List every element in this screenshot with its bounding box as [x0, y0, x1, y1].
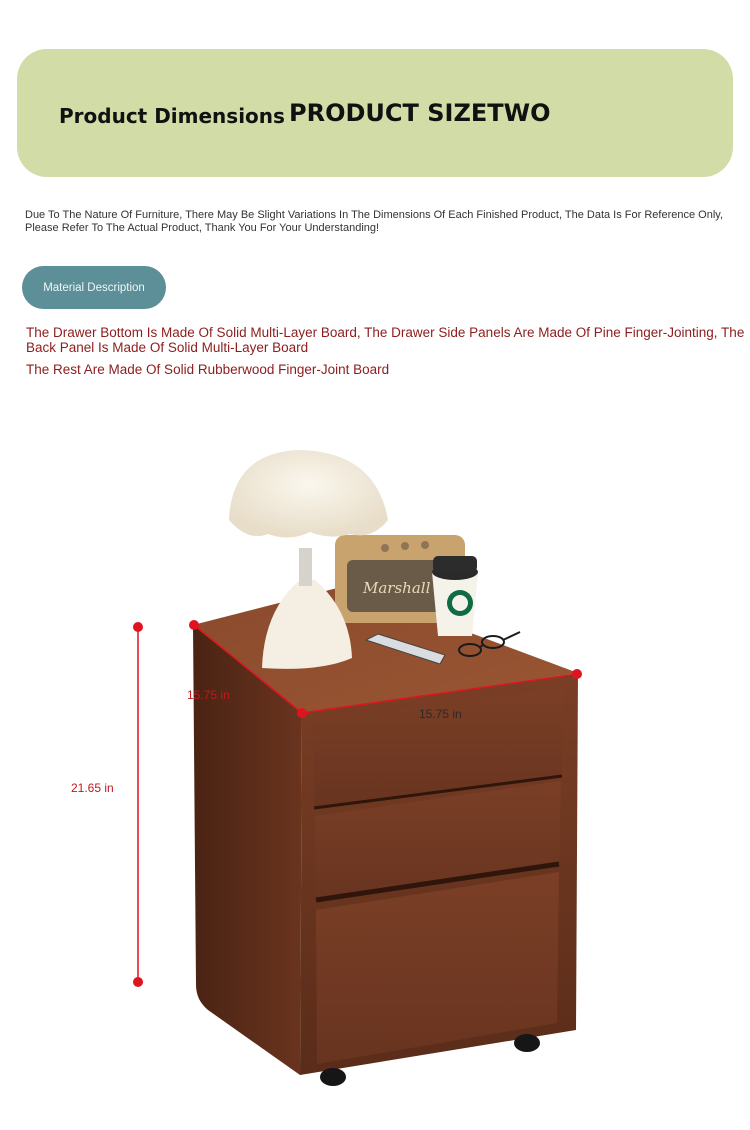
caster-front-left	[320, 1068, 346, 1086]
height-dimension-label: 21.65 in	[71, 781, 114, 795]
page-title: Product Dimensions	[59, 104, 285, 128]
material-description-label: Material Description	[43, 281, 145, 294]
material-line-1: The Drawer Bottom Is Made Of Solid Multi-Layer Board, The Drawer Side Panels Are Made Of Pine Finger-Jointing, The Back Panel Is Made Of Solid Multi-Layer Board	[26, 325, 745, 355]
lamp-shade	[229, 450, 388, 538]
material-line-2: The Rest Are Made Of Solid Rubberwood Finger-Joint Board	[26, 362, 390, 377]
nightstand-illustration	[0, 420, 750, 1130]
radio-brand: Marshall	[363, 579, 431, 597]
caster-front-right	[514, 1034, 540, 1052]
material-description-badge	[22, 266, 166, 309]
width-dimension-label: 15.75 in	[419, 707, 462, 721]
page-subtitle: PRODUCT SIZETWO	[289, 99, 551, 127]
depth-dimension-label: 15.75 in	[187, 688, 230, 702]
disclaimer-text: Due To The Nature Of Furniture, There May Be Slight Variations In The Dimensions Of Each Finished Product, The Data Is For Reference Only, Please Refer To The Actual Product, Thank You For Your Understanding!	[25, 209, 724, 234]
